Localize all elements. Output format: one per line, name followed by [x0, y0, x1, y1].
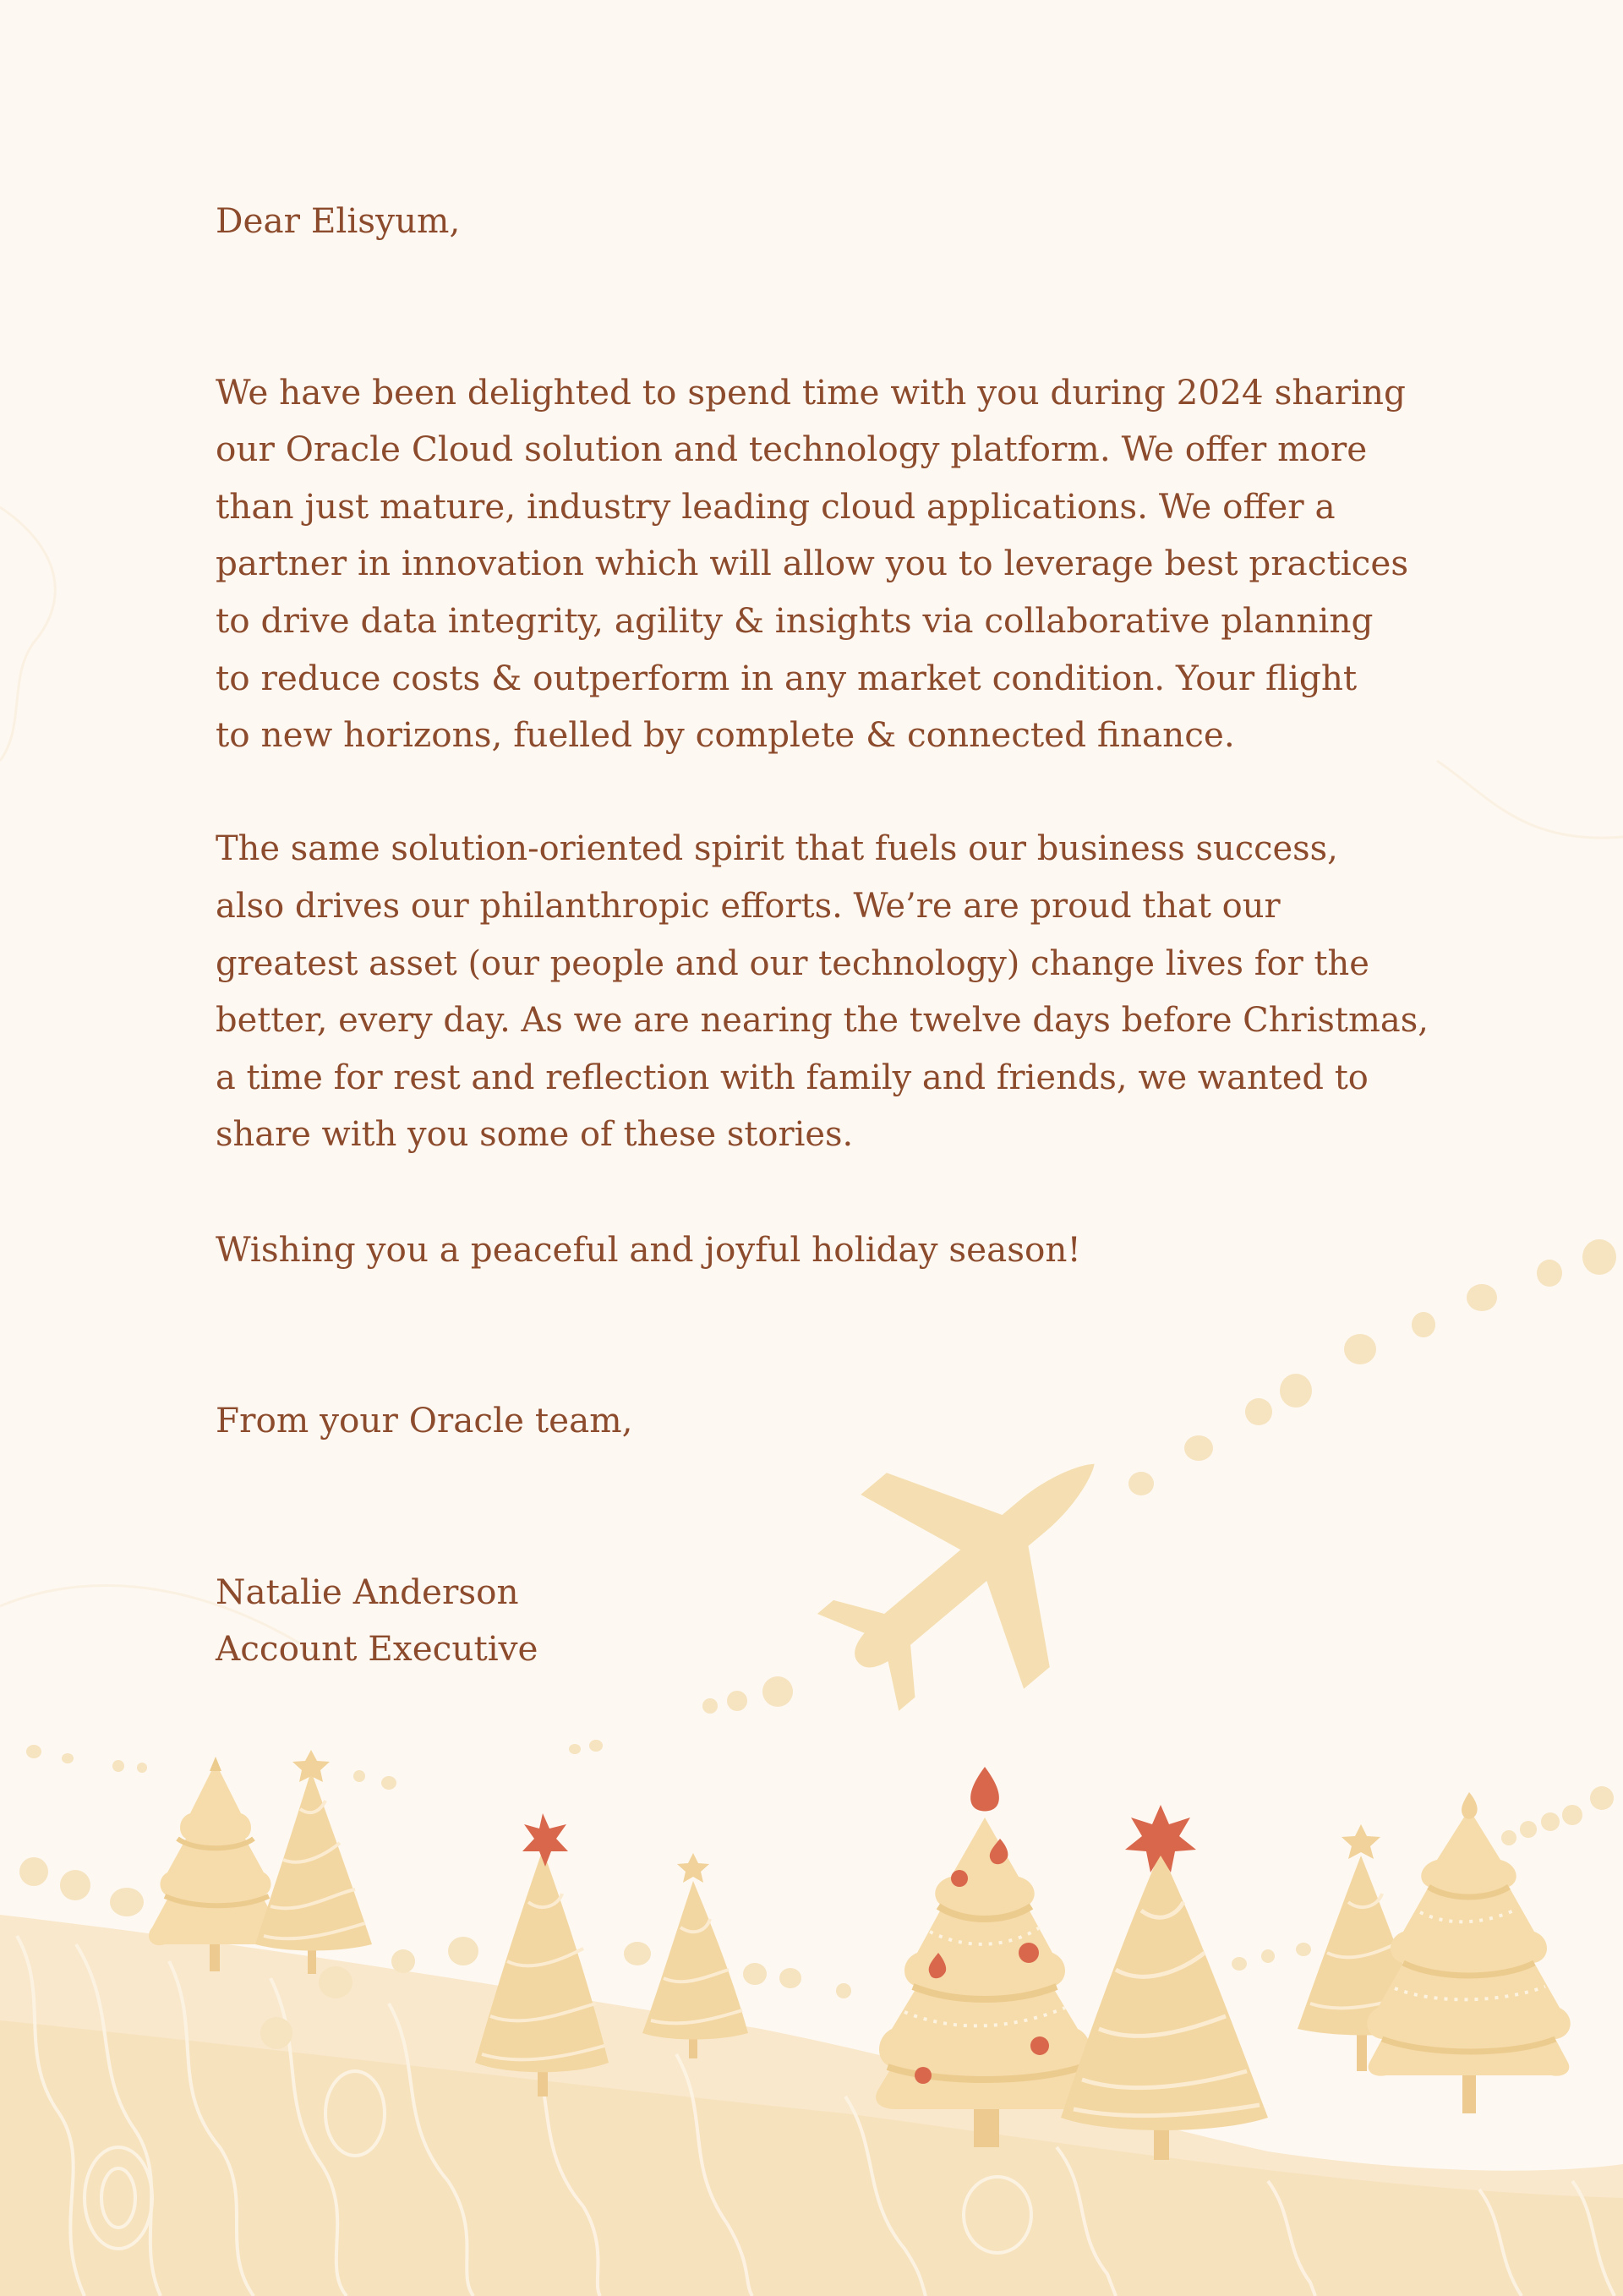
paragraph-line: than just mature, industry leading cloud applications. We offer a — [216, 485, 1336, 527]
ornament-icon — [951, 1870, 968, 1887]
paragraph-line: also drives our philanthropic efforts. We’re are proud that our — [216, 886, 1281, 926]
star-icon — [1342, 1824, 1380, 1859]
letter-body — [216, 193, 1429, 1678]
ornament-icon — [915, 2067, 932, 2084]
christmas-tree-icon — [1061, 1805, 1268, 2160]
paragraph-1 — [216, 364, 1416, 764]
paragraph-line: partner in innovation which will allow you to leverage best practices — [216, 543, 1409, 584]
christmas-tree-icon — [255, 1750, 372, 1974]
signature-name: Natalie Anderson — [216, 1571, 519, 1612]
christmas-tree-icon — [1367, 1792, 1570, 2113]
ornament-icon — [1019, 1943, 1039, 1963]
christmas-tree-icon — [475, 1813, 609, 2096]
paragraph-line: a time for rest and reflection with family and friends, we wanted to — [216, 1058, 1369, 1097]
christmas-tree-icon — [876, 1767, 1094, 2147]
paragraph-2 — [216, 821, 1429, 1164]
salutation: Dear Elisyum, — [216, 200, 461, 241]
ornament-icon — [1030, 2036, 1049, 2055]
paragraph-line: The same solution-oriented spirit that fuels our business success, — [216, 829, 1338, 869]
ornament-icon — [970, 1767, 999, 1812]
paragraph-line: to drive data integrity, agility & insights via collaborative planning — [216, 599, 1374, 641]
paragraph-line: We have been delighted to spend time with you during 2024 sharing — [216, 371, 1406, 413]
paragraph-line: share with you some of these stories. — [216, 1115, 854, 1155]
paragraph-line: to new horizons, fuelled by complete & connected finance. — [216, 714, 1235, 756]
christmas-tree-icon — [642, 1853, 748, 2058]
paragraph-line: our Oracle Cloud solution and technology platform. We offer more — [216, 429, 1368, 470]
paragraph-line: better, every day. As we are nearing the twelve days before Christmas, — [216, 1001, 1429, 1041]
star-icon — [677, 1853, 709, 1883]
signoff: From your Oracle team, — [216, 1400, 633, 1441]
holiday-wish: Wishing you a peaceful and joyful holiday season! — [216, 1228, 1081, 1270]
star-icon — [522, 1813, 568, 1867]
signature-role: Account Executive — [216, 1628, 538, 1670]
paragraph-line: to reduce costs & outperform in any market condition. Your flight — [216, 657, 1358, 698]
paragraph-line: greatest asset (our people and our technology) change lives for the — [216, 943, 1369, 983]
signature-block — [216, 1564, 1416, 1678]
